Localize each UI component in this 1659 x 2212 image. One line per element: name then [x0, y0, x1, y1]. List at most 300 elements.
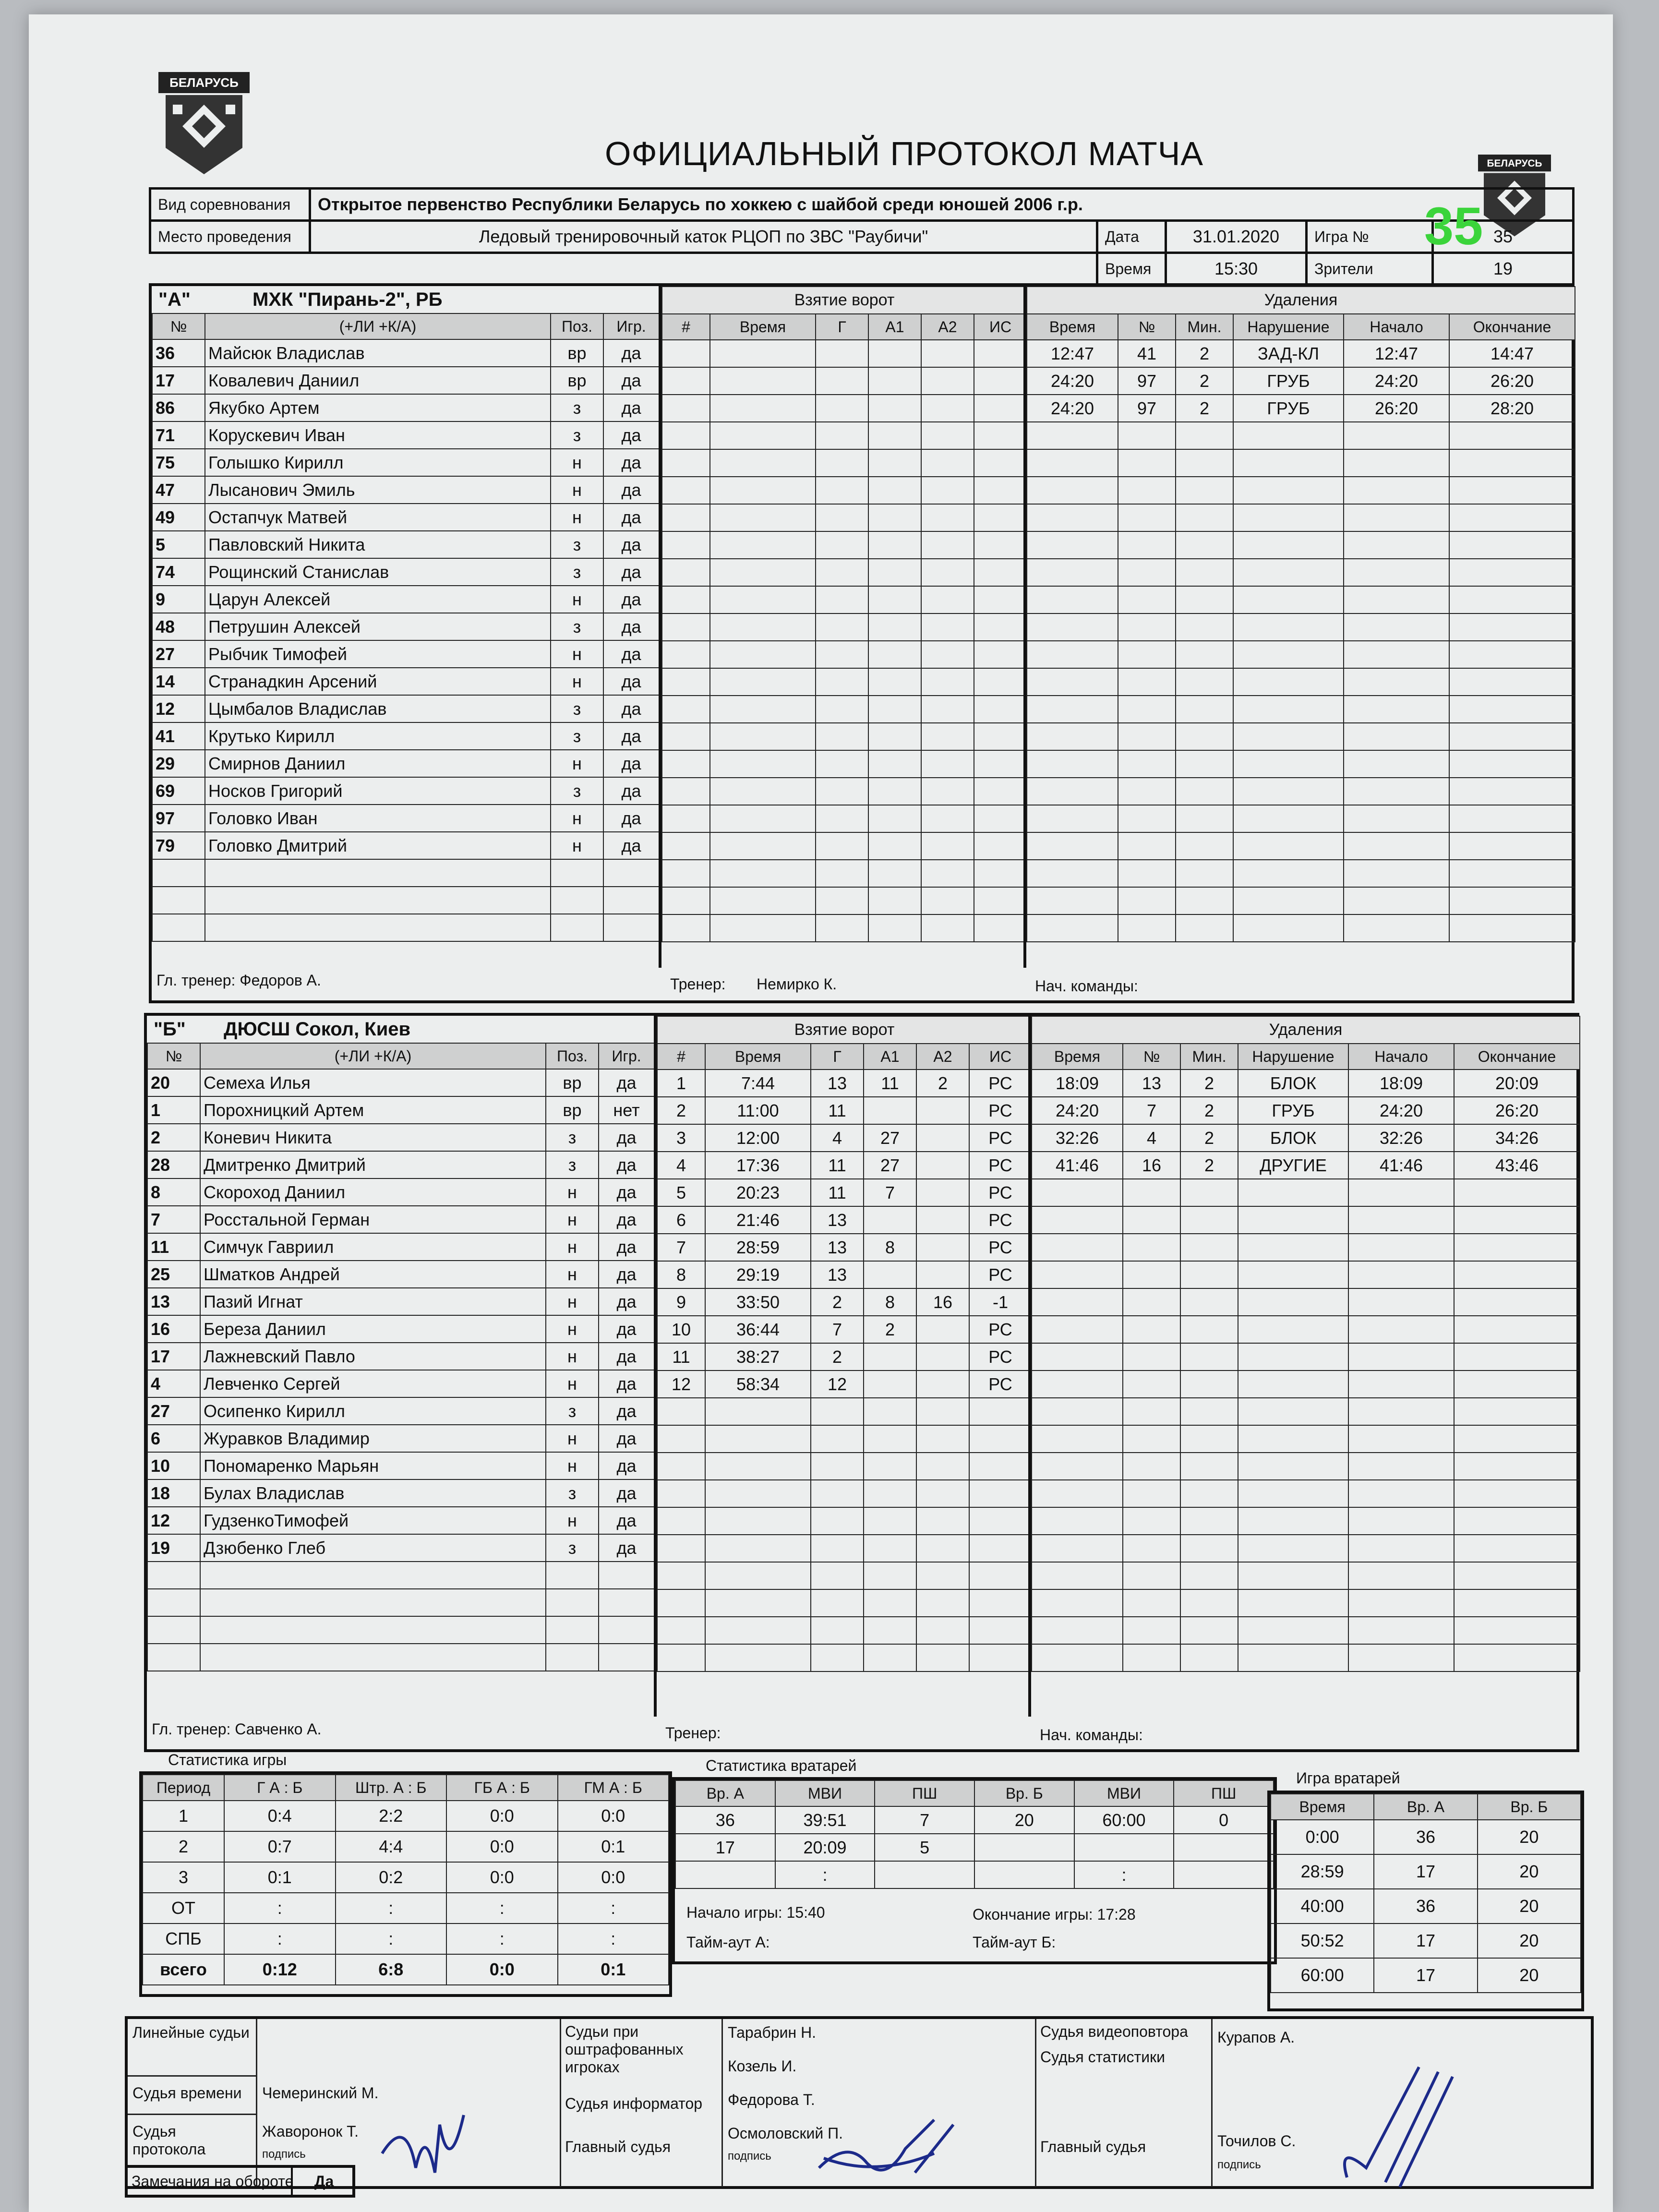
goal-row [657, 1261, 1032, 1288]
penalty-min [1180, 1206, 1238, 1234]
player-row [147, 1425, 654, 1452]
venue-label: Место проведения [150, 221, 310, 253]
stat-cell: 1 [143, 1801, 224, 1831]
goal-g [816, 340, 868, 367]
penalty-start [1344, 531, 1449, 559]
goal-g [816, 641, 868, 668]
goal-a2 [916, 1261, 969, 1288]
player-number: 48 [152, 613, 205, 640]
goalie-play-table [1267, 1791, 1584, 2011]
team-a-name: МХК "Пирань-2", РБ [252, 289, 443, 310]
penalty-time: 24:20 [1032, 1097, 1123, 1124]
goal-row [657, 1070, 1032, 1097]
penalty-num [1118, 531, 1176, 559]
goal-is [969, 1507, 1032, 1535]
player-played [599, 1589, 654, 1616]
player-number: 86 [152, 394, 205, 421]
stat-cell: 0:0 [446, 1801, 558, 1831]
goal-time [710, 805, 816, 832]
penalty-end [1454, 1589, 1580, 1617]
goal-a1 [868, 531, 921, 559]
penalty-num: 13 [1123, 1070, 1180, 1097]
stats-official-label: Судья статистики [1040, 2048, 1165, 2066]
penalty-col-header: Нарушение [1233, 314, 1344, 340]
penalty-row [1032, 1152, 1580, 1179]
penalty-end: 26:20 [1454, 1097, 1580, 1124]
goal-row [657, 1617, 1032, 1644]
goal-time: 33:50 [705, 1288, 811, 1316]
penalty-type [1238, 1343, 1348, 1370]
player-number [152, 914, 205, 941]
penalty-num: 41 [1118, 340, 1176, 367]
team-a-coach: Немирко К. [757, 975, 837, 993]
goal-a1: 8 [864, 1288, 916, 1316]
player-position: з [551, 613, 603, 640]
goal-a2 [916, 1316, 969, 1343]
stat-cell: 0:0 [446, 1862, 558, 1893]
goal-row [657, 1288, 1032, 1316]
goal-a2 [921, 723, 974, 750]
goal-is [974, 860, 1027, 887]
player-row [152, 531, 659, 558]
penalty-type [1238, 1562, 1348, 1589]
penalty-min: 2 [1180, 1097, 1238, 1124]
penalty-min [1180, 1288, 1238, 1316]
spectators-label: Зрители [1307, 253, 1433, 285]
stat-cell: 60:00 [1271, 1958, 1374, 1993]
player-name: Коневич Никита [200, 1124, 546, 1151]
goal-a1 [864, 1453, 916, 1480]
penalty-type [1233, 723, 1344, 750]
logo-text: БЕЛАРУСЬ [1478, 155, 1551, 171]
player-played: да [603, 777, 659, 805]
game-stats-table [139, 1771, 672, 1997]
goal-g: 13 [811, 1206, 864, 1234]
stat-cell: 20:09 [775, 1834, 875, 1861]
penalty-num [1123, 1480, 1180, 1507]
team-a-letter: "А" [158, 289, 191, 310]
goal-time [710, 723, 816, 750]
penalty-row [1027, 531, 1575, 559]
goal-a2 [916, 1343, 969, 1370]
chief-referee-name: Осмоловский П. [728, 2125, 843, 2142]
goal-a2 [916, 1453, 969, 1480]
goal-is [974, 340, 1027, 367]
penalty-end [1449, 887, 1575, 914]
goal-a1 [868, 914, 921, 942]
penalty-start [1348, 1562, 1454, 1589]
goal-a2 [921, 805, 974, 832]
goal-n: 1 [657, 1070, 705, 1097]
goal-g [816, 422, 868, 449]
player-row [147, 1644, 654, 1671]
stat-cell [974, 1834, 1074, 1861]
goal-col-header: А2 [916, 1044, 969, 1070]
player-name: Якубко Артем [205, 394, 551, 421]
penalty-time [1032, 1480, 1123, 1507]
col-li-ka: (+ЛИ +К/А) [205, 313, 551, 339]
goal-a2 [916, 1507, 969, 1535]
player-name: Корускевич Иван [205, 421, 551, 449]
penalty-min [1180, 1179, 1238, 1206]
penalty-start [1344, 805, 1449, 832]
penalty-min [1180, 1589, 1238, 1617]
player-name: Дмитренко Дмитрий [200, 1151, 546, 1178]
penalty-min [1176, 422, 1233, 449]
penalty-start: 12:47 [1344, 340, 1449, 367]
player-position: з [546, 1397, 599, 1425]
goal-a2 [921, 449, 974, 477]
goal-row [657, 1152, 1032, 1179]
player-name: Булах Владислав [200, 1479, 546, 1507]
stat-col-header: Вр. Б [1478, 1794, 1581, 1820]
player-row [147, 1534, 654, 1562]
team-b-goals [654, 1016, 1031, 1717]
penalty-min [1180, 1398, 1238, 1425]
goal-g [816, 832, 868, 860]
goal-n [657, 1480, 705, 1507]
player-played: да [603, 421, 659, 449]
player-name: Крутько Кирилл [205, 722, 551, 750]
penalty-num [1123, 1453, 1180, 1480]
player-number: 18 [147, 1479, 200, 1507]
penalty-time [1027, 641, 1118, 668]
goal-g: 12 [811, 1370, 864, 1398]
goal-row [657, 1179, 1032, 1206]
stat-col-header: ГМ А : Б [558, 1775, 669, 1801]
game-start-label: Начало игры: [686, 1904, 782, 1921]
player-played: да [603, 558, 659, 586]
stat-cell: 0:12 [224, 1954, 336, 1985]
penalty-row [1032, 1124, 1580, 1152]
stat-col-header: Вр. Б [974, 1780, 1074, 1806]
penalty-time [1032, 1316, 1123, 1343]
goal-n [662, 422, 710, 449]
stat-cell: 0:2 [336, 1862, 447, 1893]
goal-g [816, 559, 868, 586]
player-position: вр [551, 339, 603, 367]
goal-row [657, 1535, 1032, 1562]
col-num: № [152, 313, 205, 339]
penalty-col-header: Время [1032, 1044, 1123, 1070]
goal-row [657, 1206, 1032, 1234]
goal-n [662, 340, 710, 367]
goal-is: РС [969, 1179, 1032, 1206]
penalty-type [1238, 1206, 1348, 1234]
goal-n: 4 [657, 1152, 705, 1179]
time-label: Время [1097, 253, 1166, 285]
match-header [149, 187, 1575, 286]
penalty-col-header: Начало [1344, 314, 1449, 340]
goal-a2 [921, 750, 974, 778]
goal-row [662, 504, 1027, 531]
penalty-min [1176, 860, 1233, 887]
penalty-start [1344, 750, 1449, 778]
page-title: ОФИЦИАЛЬНЫЙ ПРОТОКОЛ МАТЧА [605, 135, 1204, 172]
stat-row [143, 1801, 669, 1831]
penalty-row [1032, 1617, 1580, 1644]
goal-g [811, 1480, 864, 1507]
penalty-type: ГРУБ [1233, 395, 1344, 422]
penalty-num [1123, 1316, 1180, 1343]
penalty-start [1344, 832, 1449, 860]
penalty-time [1027, 613, 1118, 641]
player-position: н [546, 1206, 599, 1233]
player-row [147, 1233, 654, 1261]
penalty-officials-label: Судьи при оштрафованных игроках [565, 2023, 684, 2076]
penalty-min [1176, 723, 1233, 750]
player-position: з [546, 1479, 599, 1507]
stat-cell: 60:00 [1074, 1806, 1174, 1834]
penalty-min [1180, 1343, 1238, 1370]
goal-row [662, 531, 1027, 559]
goal-is [969, 1589, 1032, 1617]
goal-time: 38:27 [705, 1343, 811, 1370]
ornament-icon [158, 95, 250, 177]
goal-row [662, 559, 1027, 586]
penalty-time [1027, 832, 1118, 860]
penalty-row [1027, 914, 1575, 942]
player-name: Лажневский Павло [200, 1343, 546, 1370]
stat-cell: 0:00 [1271, 1820, 1374, 1854]
player-name: Ковалевич Даниил [205, 367, 551, 394]
player-name: Головко Иван [205, 805, 551, 832]
penalty-start [1348, 1343, 1454, 1370]
stat-row [1271, 1889, 1581, 1923]
goal-is [974, 559, 1027, 586]
goal-row [662, 723, 1027, 750]
goal-n: 11 [657, 1343, 705, 1370]
goal-a1 [868, 367, 921, 395]
player-name [200, 1562, 546, 1589]
goal-n: 8 [657, 1261, 705, 1288]
player-played: да [599, 1397, 654, 1425]
goal-a2 [921, 395, 974, 422]
penalty-num [1123, 1644, 1180, 1671]
penalty-end: 20:09 [1454, 1070, 1580, 1097]
penalty-end [1449, 805, 1575, 832]
penalty-time [1027, 805, 1118, 832]
penalty-start [1348, 1288, 1454, 1316]
goal-a2 [921, 887, 974, 914]
player-played: да [599, 1261, 654, 1288]
goal-row [662, 477, 1027, 504]
scorekeeper-name: Жаворонок Т. [262, 2123, 359, 2140]
game-start [686, 1904, 825, 1922]
player-row [147, 1261, 654, 1288]
penalty-col-header: Мин. [1176, 314, 1233, 340]
goal-time: 28:59 [705, 1234, 811, 1261]
penalty-row [1032, 1398, 1580, 1425]
player-row [152, 421, 659, 449]
penalty-end: 14:47 [1449, 340, 1575, 367]
goal-is [974, 395, 1027, 422]
penalty-row [1027, 805, 1575, 832]
player-number [152, 859, 205, 887]
penalty-end [1449, 832, 1575, 860]
player-position [551, 914, 603, 941]
stat-row [143, 1862, 669, 1893]
venue-value: Ледовый тренировочный каток РЦОП по ЗВС "Раубичи" [310, 221, 1097, 253]
stat-cell: 36 [675, 1806, 775, 1834]
goal-n [662, 504, 710, 531]
player-number: 12 [147, 1507, 200, 1534]
goal-n [657, 1398, 705, 1425]
penalty-row [1032, 1370, 1580, 1398]
penalty-row [1032, 1535, 1580, 1562]
penalty-row [1027, 504, 1575, 531]
scorekeeper-signature-icon [377, 2096, 512, 2192]
penalty-num [1118, 668, 1176, 696]
penalty-row [1032, 1179, 1580, 1206]
player-row [147, 1096, 654, 1124]
goal-a1 [864, 1261, 916, 1288]
goal-time [710, 668, 816, 696]
player-played: да [599, 1315, 654, 1343]
stat-col-header: МВИ [1074, 1780, 1174, 1806]
goal-a2 [916, 1589, 969, 1617]
penalty-row [1027, 696, 1575, 723]
chief-referee-2-signature-icon [1328, 2057, 1481, 2192]
goal-is: РС [969, 1124, 1032, 1152]
player-name: Странадкин Арсений [205, 668, 551, 695]
penalty-end: 28:20 [1449, 395, 1575, 422]
penalty-time [1032, 1589, 1123, 1617]
penalty-time: 12:47 [1027, 340, 1118, 367]
penalty-type [1238, 1288, 1348, 1316]
player-played: да [599, 1425, 654, 1452]
penalty-time [1027, 750, 1118, 778]
goal-g [816, 696, 868, 723]
col-pos: Поз. [546, 1043, 599, 1069]
goal-g [816, 395, 868, 422]
goal-n [662, 641, 710, 668]
penalty-end [1454, 1425, 1580, 1453]
goal-is [974, 778, 1027, 805]
goal-time [710, 395, 816, 422]
goal-time [710, 531, 816, 559]
officials-middle-labels [560, 2019, 723, 2187]
remarks-box [125, 2165, 355, 2198]
goal-col-header: А2 [921, 314, 974, 340]
goal-a1 [864, 1370, 916, 1398]
penalty-min [1180, 1453, 1238, 1480]
penalty-time [1027, 668, 1118, 696]
penalty-type [1233, 504, 1344, 531]
penalty-min [1180, 1316, 1238, 1343]
penalty-end [1449, 641, 1575, 668]
player-name [200, 1644, 546, 1671]
player-position: н [546, 1343, 599, 1370]
player-row [147, 1562, 654, 1589]
stat-cell: 20 [1478, 1820, 1581, 1854]
goal-a2 [916, 1124, 969, 1152]
penalty-num [1118, 477, 1176, 504]
team-b-roster [147, 1043, 654, 1671]
penalty-type [1238, 1425, 1348, 1453]
stat-cell: 0:0 [446, 1954, 558, 1985]
stat-cell: 0:0 [558, 1801, 669, 1831]
stat-col-header: Время [1271, 1794, 1374, 1820]
goal-a2 [921, 559, 974, 586]
penalty-min [1180, 1617, 1238, 1644]
team-a-captain-label: Нач. команды: [1035, 977, 1138, 995]
penalty-start [1344, 586, 1449, 613]
info-official-name: Федорова Т. [728, 2091, 815, 2108]
player-row [152, 750, 659, 777]
player-number [147, 1616, 200, 1644]
stat-cell: 17 [1374, 1923, 1477, 1958]
penalty-start [1344, 641, 1449, 668]
goal-g: 13 [811, 1261, 864, 1288]
penalty-time [1027, 477, 1118, 504]
belarus-logo-left [158, 72, 250, 178]
goal-is: РС [969, 1261, 1032, 1288]
stat-col-header: МВИ [775, 1780, 875, 1806]
penalty-row [1027, 832, 1575, 860]
player-name: Пономаренко Марьян [200, 1452, 546, 1479]
player-position: з [551, 421, 603, 449]
player-name: Береза Даниил [200, 1315, 546, 1343]
player-played: да [603, 805, 659, 832]
goal-is [974, 805, 1027, 832]
penalty-min [1176, 559, 1233, 586]
competition-value: Открытое первенство Республики Беларусь по хоккею с шайбой среди юношей 2006 г.р. [310, 189, 1574, 221]
goal-n: 3 [657, 1124, 705, 1152]
penalty-start [1348, 1425, 1454, 1453]
goalie-stats-table [672, 1777, 1277, 1964]
penalty-row [1027, 668, 1575, 696]
player-position: з [551, 777, 603, 805]
goal-a2 [916, 1398, 969, 1425]
goal-col-header: Г [811, 1044, 864, 1070]
player-position: н [546, 1261, 599, 1288]
goal-row [662, 367, 1027, 395]
goal-a2 [916, 1152, 969, 1179]
video-referee-name: Курапов А. [1217, 2029, 1295, 2046]
stat-row [675, 1806, 1274, 1834]
penalty-num: 7 [1123, 1097, 1180, 1124]
stat-col-header: Вр. А [675, 1780, 775, 1806]
goal-g [811, 1589, 864, 1617]
goal-a2 [916, 1617, 969, 1644]
player-number: 29 [152, 750, 205, 777]
player-row [147, 1370, 654, 1397]
stat-cell: всего [143, 1954, 224, 1985]
penalty-end [1449, 531, 1575, 559]
penalty-time [1032, 1234, 1123, 1261]
goal-is: РС [969, 1234, 1032, 1261]
player-played: да [599, 1534, 654, 1562]
goal-a2 [916, 1562, 969, 1589]
penalty-type [1238, 1398, 1348, 1425]
penalty-num [1118, 449, 1176, 477]
player-number: 8 [147, 1178, 200, 1206]
penalty-min [1176, 805, 1233, 832]
remarks-label: Замечания на обороте [132, 2173, 294, 2190]
goal-time [705, 1507, 811, 1535]
stat-cell: 20 [974, 1806, 1074, 1834]
penalty-row [1032, 1288, 1580, 1316]
penalty-end [1454, 1507, 1580, 1535]
game-end-value: 17:28 [1097, 1906, 1136, 1923]
penalty-start [1348, 1589, 1454, 1617]
goal-row [662, 613, 1027, 641]
goal-is [974, 914, 1027, 942]
penalty-start [1348, 1206, 1454, 1234]
goal-a1 [868, 641, 921, 668]
penalty-type [1233, 860, 1344, 887]
